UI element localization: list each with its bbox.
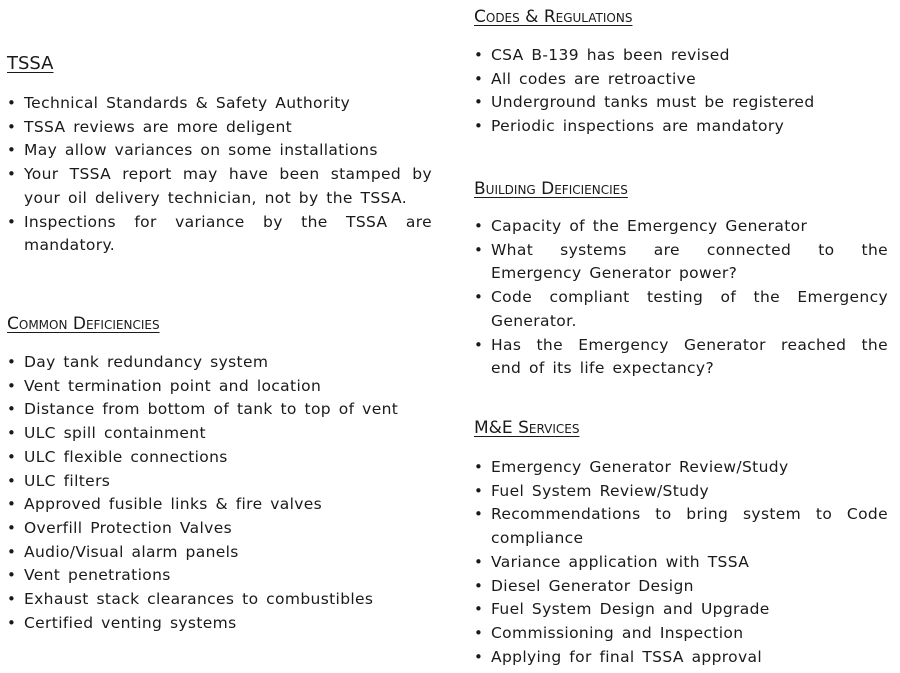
list-item: • Underground tanks must be registered — [474, 91, 888, 115]
bullet-icon: • — [7, 613, 17, 632]
building-deficiencies-section — [474, 178, 888, 381]
list-item: • CSA B-139 has been revised — [474, 44, 888, 68]
list-item: • May allow variances on some installations — [7, 139, 432, 163]
bullet-icon: • — [7, 212, 17, 231]
list-item: • Exhaust stack clearances to combustibles — [7, 588, 432, 612]
bullet-icon: • — [474, 647, 484, 666]
list-item: • Overfill Protection Valves — [7, 517, 432, 541]
list-item: • Fuel System Design and Upgrade — [474, 598, 888, 622]
bullet-icon: • — [7, 542, 17, 561]
bullet-icon: • — [7, 376, 17, 395]
bullet-icon: • — [474, 93, 484, 112]
list-item: • ULC flexible connections — [7, 446, 432, 470]
me-services-list — [474, 456, 888, 669]
bullet-icon: • — [474, 288, 484, 307]
me-services-section — [474, 417, 888, 669]
bullet-icon: • — [7, 400, 17, 419]
bullet-icon: • — [7, 141, 17, 160]
list-item: • Vent termination point and location — [7, 375, 432, 399]
list-item: • Capacity of the Emergency Generator — [474, 215, 888, 239]
list-item: • Technical Standards & Safety Authority — [7, 92, 432, 116]
bullet-icon: • — [7, 566, 17, 585]
tssa-section — [7, 53, 432, 258]
list-item: • ULC spill containment — [7, 422, 432, 446]
bullet-icon: • — [474, 240, 484, 259]
bullet-icon: • — [7, 353, 17, 371]
bullet-icon: • — [7, 117, 17, 136]
bullet-icon: • — [474, 552, 484, 571]
list-item: • Distance from bottom of tank to top of vent — [7, 398, 432, 422]
list-item: • Commissioning and Inspection — [474, 622, 888, 646]
bullet-icon: • — [474, 117, 484, 136]
bullet-icon: • — [7, 495, 17, 514]
codes-regulations-heading: Codes & Regulations — [474, 7, 633, 27]
codes-regulations-section — [474, 6, 888, 139]
bullet-icon: • — [474, 505, 484, 524]
list-item: • Emergency Generator Review/Study — [474, 456, 888, 480]
list-item: • Your TSSA report may have been stamped by your oil delivery technician, not by the TSSA. — [7, 165, 432, 207]
codes-regulations-list — [474, 44, 888, 139]
bullet-icon: • — [474, 69, 484, 88]
list-item: • TSSA reviews are more deligent — [7, 116, 432, 140]
list-item: • All codes are retroactive — [474, 68, 888, 92]
building-deficiencies-list — [474, 215, 888, 381]
common-deficiencies-heading: Common Deficiencies — [7, 314, 160, 334]
list-item: • Recommendations to bring system to Code compliance — [474, 505, 888, 548]
common-deficiencies-list — [7, 351, 432, 635]
list-item: • Periodic inspections are mandatory — [474, 115, 888, 139]
list-item: • Applying for final TSSA approval — [474, 646, 888, 670]
list-item: • ULC filters — [7, 470, 432, 494]
bullet-icon: • — [7, 424, 17, 443]
bullet-icon: • — [474, 458, 484, 476]
bullet-icon: • — [474, 217, 484, 235]
bullet-icon: • — [474, 576, 484, 595]
tssa-list — [7, 92, 432, 258]
bullet-icon: • — [474, 600, 484, 619]
list-item: • Fuel System Review/Study — [474, 480, 888, 504]
list-item: • Certified venting systems — [7, 612, 432, 636]
common-deficiencies-section — [7, 313, 432, 635]
list-item: • Audio/Visual alarm panels — [7, 541, 432, 565]
bullet-icon: • — [7, 471, 17, 490]
building-deficiencies-heading: Building Deficiencies — [474, 179, 628, 199]
list-item: • Vent penetrations — [7, 564, 432, 588]
list-item: • Has the Emergency Generator reached the end of its life expectancy? — [474, 335, 888, 378]
me-services-heading: M&E Services — [474, 418, 580, 438]
bullet-icon: • — [474, 623, 484, 642]
bullet-icon: • — [474, 335, 484, 354]
bullet-icon: • — [7, 94, 17, 112]
bullet-icon: • — [7, 518, 17, 537]
list-item: • What systems are connected to the Emergency Generator power? — [474, 240, 888, 283]
list-item: • Code compliant testing of the Emergency Generator. — [474, 288, 888, 330]
list-item: • Approved fusible links & fire valves — [7, 493, 432, 517]
bullet-icon: • — [7, 165, 17, 184]
bullet-icon: • — [7, 447, 17, 466]
list-item: • Day tank redundancy system — [7, 351, 432, 375]
bullet-icon: • — [474, 46, 484, 64]
list-item: • Diesel Generator Design — [474, 575, 888, 599]
bullet-icon: • — [474, 481, 484, 500]
list-item: • Variance application with TSSA — [474, 551, 888, 575]
tssa-heading: TSSA — [7, 53, 54, 74]
bullet-icon: • — [7, 590, 17, 609]
list-item: • Inspections for variance by the TSSA are mandatory. — [7, 212, 432, 255]
